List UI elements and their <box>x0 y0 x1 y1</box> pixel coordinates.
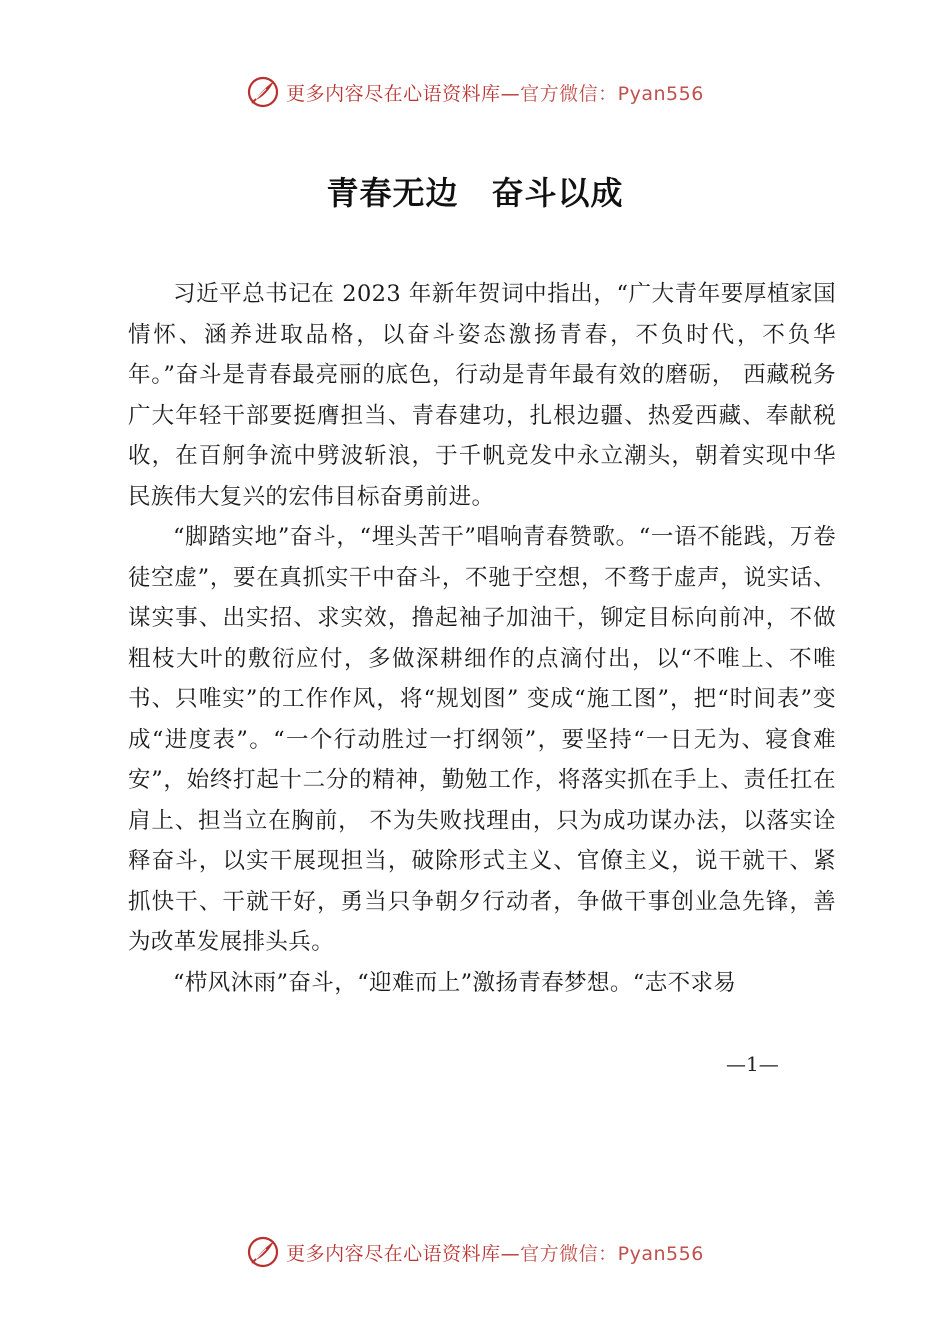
document-body <box>128 274 836 1003</box>
header-watermark <box>0 72 950 112</box>
footer-watermark <box>0 1232 950 1272</box>
paragraph: 习近平总书记在 2023 年新年贺词中指出，“广大青年要厚植家国情怀、涵养进取品格，以奋斗姿态激扬青春，不负时代，不负华年。”奋斗是青春最亮丽的底色，行动是青年最有效的磨砺， 西藏税务广大年轻干部要挺膺担当、青春建功，扎根边疆、热爱西藏、奉献税收，在百舸争流中劈波斩浪，于千帆竞发中永立潮头，朝着实现中华民族伟大复兴的宏伟目标奋勇前进。 <box>128 281 836 510</box>
feather-pen-icon <box>246 1235 280 1269</box>
watermark-text: 更多内容尽在心语资料库—官方微信：Pyan556 <box>286 82 704 105</box>
paragraph: “栉风沐雨”奋斗，“迎难而上”激扬青春梦想。“志不求易 <box>173 969 737 996</box>
paragraph: “脚踏实地”奋斗，“埋头苦干”唱响青春赞歌。“一语不能践，万卷徒空虚”，要在真抓实干中奋斗，不驰于空想，不骛于虚声，说实话、谋实事、出实招、求实效，撸起袖子加油干，铆定目标向前冲，不做粗枝大叶的敷衍应付，多做深耕细作的点滴付出，以“不唯上、不唯书、只唯实”的工作作风，将“规划图” 变成“施工图”，把“时间表”变成“进度表”。“一个行动胜过一打纲领”，要坚持“一日无为、寝食难安”，始终打起十二分的精神，勤勉工作，将落实抓在手上、责任扛在肩上、担当立在胸前， 不为失败找理由，只为成功谋办法，以落实诠释奋斗，以实干展现担当，破除形式主义、官僚主义，说干就干、紧抓快干、干就干好，勇当只争朝夕行动者，争做干事创业急先锋，善为改革发展排头兵。 <box>128 524 836 955</box>
feather-pen-icon <box>246 75 280 109</box>
watermark-text: 更多内容尽在心语资料库—官方微信：Pyan556 <box>286 1242 704 1265</box>
document-title: 青春无边 奋斗以成 <box>326 174 624 212</box>
page-number: —1— <box>726 1052 779 1076</box>
